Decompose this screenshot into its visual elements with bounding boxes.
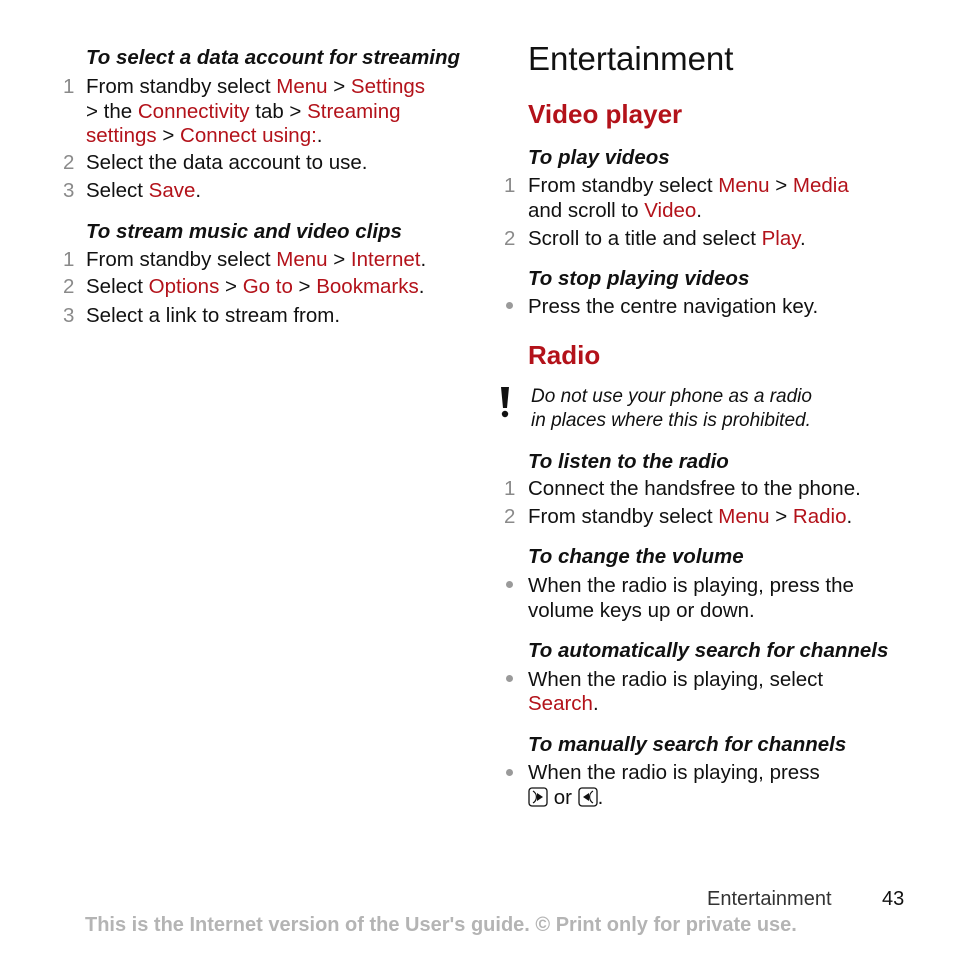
step-number: 2 xyxy=(504,505,516,528)
ui-term: settings xyxy=(86,124,157,147)
procedure-title: To play videos xyxy=(528,146,670,169)
procedure-title: To manually search for channels xyxy=(528,733,847,756)
ui-term: Video xyxy=(644,199,697,222)
ui-term: Connectivity xyxy=(137,100,250,123)
bullet-line xyxy=(528,574,854,598)
text-run: > xyxy=(769,505,793,528)
bullet-icon xyxy=(506,302,513,309)
ui-term: Streaming xyxy=(307,100,401,123)
ui-term: Menu xyxy=(718,174,770,197)
ui-term: Radio xyxy=(792,505,847,528)
ui-term: Bookmarks xyxy=(316,275,419,298)
step-line xyxy=(86,304,340,328)
text-run: > xyxy=(156,124,181,147)
text-run: tab > xyxy=(249,100,308,123)
page-number: 43 xyxy=(882,888,905,910)
warning-note-line: in places where this is prohibited. xyxy=(531,410,811,431)
ui-term: Options xyxy=(148,275,220,298)
ui-term: Internet xyxy=(350,248,421,271)
step-number: 3 xyxy=(63,304,75,327)
procedure-title: To change the volume xyxy=(528,545,744,568)
ui-term: Menu xyxy=(718,505,770,528)
text-run: > xyxy=(327,248,351,271)
procedure-title: To stream music and video clips xyxy=(86,220,402,243)
step-line xyxy=(86,248,426,272)
ui-term: Connect using: xyxy=(180,124,317,147)
procedure-title: To stop playing videos xyxy=(528,267,750,290)
bullet-line: When the radio is playing, press xyxy=(528,761,820,784)
or-text: or xyxy=(553,786,572,809)
procedure-title: To automatically search for channels xyxy=(528,639,889,662)
text-run: Scroll to a title and select xyxy=(528,227,762,250)
step-number: 2 xyxy=(63,275,75,298)
text-run: . xyxy=(316,124,323,147)
ui-term: Menu xyxy=(276,75,328,98)
ui-term: Save xyxy=(148,179,196,202)
text-run: . xyxy=(195,179,202,202)
text-run: From standby select xyxy=(528,505,719,528)
bullet-line xyxy=(528,295,818,319)
section-heading-radio: Radio xyxy=(528,340,601,370)
warning-exclamation-icon xyxy=(497,386,513,418)
text-run: > xyxy=(292,275,317,298)
text-run: . xyxy=(799,227,806,250)
text-run: From standby select xyxy=(86,248,277,271)
procedure-title: To select a data account for streaming xyxy=(86,46,461,69)
text-run: From standby select xyxy=(86,75,277,98)
text-run: > xyxy=(769,174,793,197)
text-run: When the radio is playing, press the xyxy=(528,574,854,597)
ui-term: Media xyxy=(792,174,849,197)
navigation-key-right-icon xyxy=(528,787,548,807)
step-line xyxy=(528,505,852,529)
text-run: > xyxy=(219,275,243,298)
text-run: . xyxy=(418,275,425,298)
bullet-icon xyxy=(506,769,513,776)
step-number: 1 xyxy=(63,248,75,271)
bullet-line xyxy=(528,692,599,716)
text-run: . xyxy=(696,199,702,222)
text-run: > xyxy=(327,75,351,98)
step-line xyxy=(528,477,861,501)
step-line xyxy=(86,75,425,99)
footer-section-name: Entertainment xyxy=(707,888,832,910)
text-run: When the radio is playing, select xyxy=(528,668,824,691)
page-heading: Entertainment xyxy=(528,40,734,77)
step-number: 1 xyxy=(504,477,516,500)
step-line xyxy=(528,199,702,223)
text-run: > the xyxy=(86,100,138,123)
ui-term: Settings xyxy=(350,75,425,98)
text-run: Select a link to stream from. xyxy=(86,304,341,327)
ui-term: Play xyxy=(761,227,800,250)
text-run: . xyxy=(420,248,427,271)
warning-note-line: Do not use your phone as a radio xyxy=(531,386,812,407)
text-run: From standby select xyxy=(528,174,719,197)
step-line xyxy=(528,174,849,198)
step-line xyxy=(86,100,401,124)
step-number: 1 xyxy=(63,75,75,98)
text-run: and scroll to xyxy=(528,199,645,222)
bullet-icon xyxy=(506,581,513,588)
step-line xyxy=(86,275,424,299)
text-run: . xyxy=(592,692,599,715)
footer-notice: This is the Internet version of the User's guide. © Print only for private use. xyxy=(85,914,797,936)
text-run: Press the centre navigation key. xyxy=(528,295,819,318)
step-line xyxy=(86,151,368,175)
navigation-key-left-icon xyxy=(578,787,598,807)
text-run: Connect the handsfree to the phone. xyxy=(528,477,861,500)
ui-term: Go to xyxy=(242,275,293,298)
step-line xyxy=(86,124,323,148)
step-number: 2 xyxy=(504,227,516,250)
step-number: 3 xyxy=(63,179,75,202)
ui-term: Menu xyxy=(276,248,328,271)
section-heading-video-player: Video player xyxy=(528,99,683,129)
text-run: Select xyxy=(86,179,149,202)
step-line xyxy=(86,179,201,203)
text-run: volume keys up or down. xyxy=(528,599,755,622)
bullet-line xyxy=(528,599,755,623)
step-line xyxy=(528,227,806,251)
procedure-title: To listen to the radio xyxy=(528,450,729,473)
bullet-line xyxy=(528,668,823,692)
bullet-icon xyxy=(506,675,513,682)
step-number: 2 xyxy=(63,151,75,174)
text-run: . xyxy=(846,505,853,528)
bullet-line-keys xyxy=(528,786,603,810)
ui-term: Search xyxy=(528,692,593,715)
text-run: Select xyxy=(86,275,149,298)
text-run: Select the data account to use. xyxy=(86,151,368,174)
period: . xyxy=(597,786,604,809)
step-number: 1 xyxy=(504,174,516,197)
